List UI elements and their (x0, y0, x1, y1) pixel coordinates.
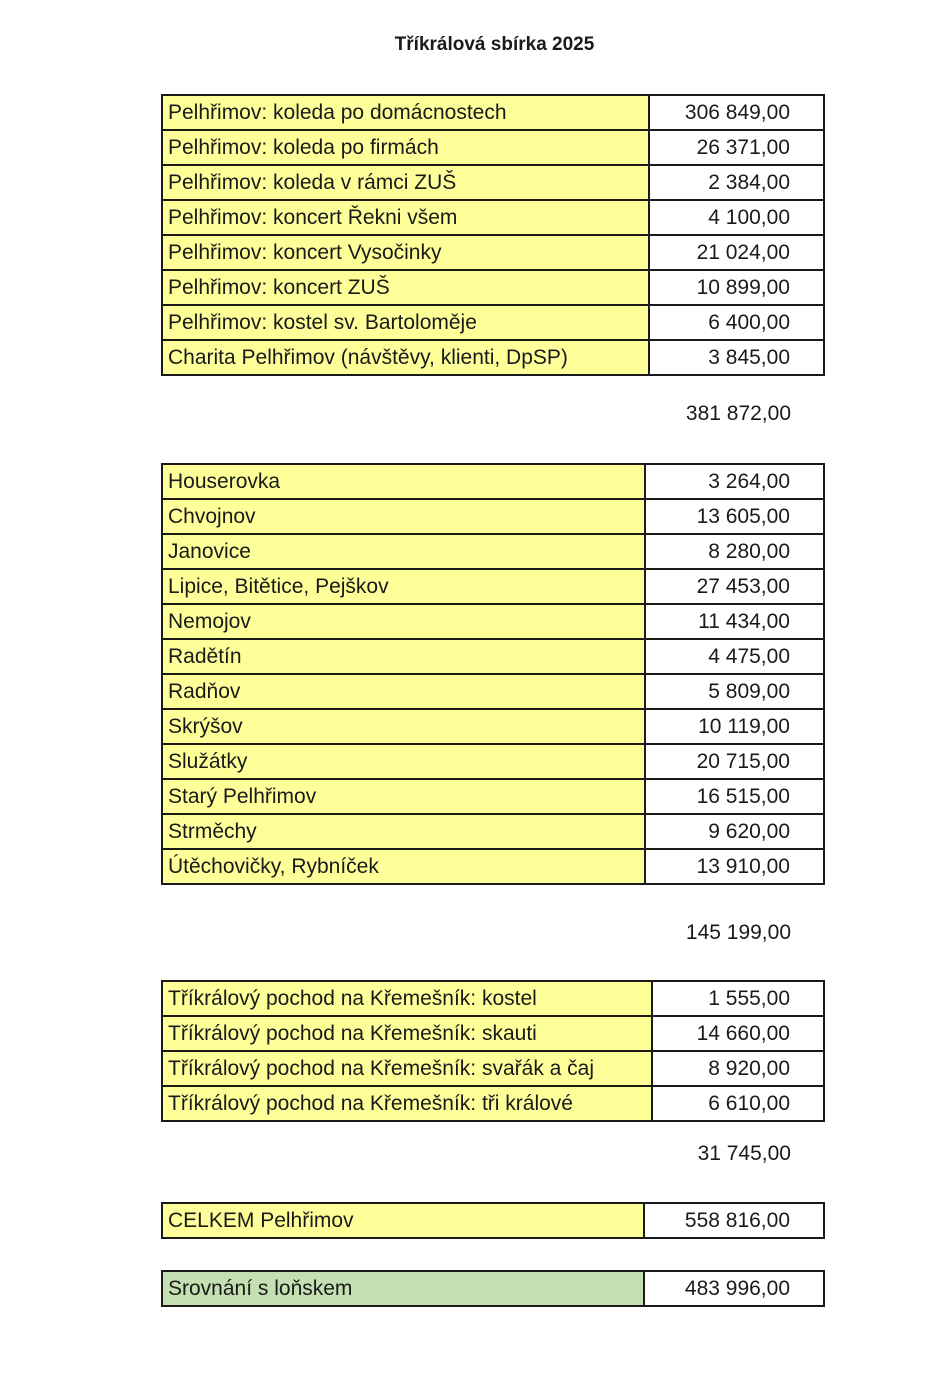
row-value: 21 024,00 (649, 235, 824, 270)
row-value: 4 475,00 (645, 639, 824, 674)
row-label: Nemojov (162, 604, 645, 639)
row-label: Lipice, Bitětice, Pejškov (162, 569, 645, 604)
table-row (162, 814, 824, 849)
row-label: Starý Pelhřimov (162, 779, 645, 814)
row-value: 13 605,00 (645, 499, 824, 534)
row-value: 4 100,00 (649, 200, 824, 235)
row-label: Pelhřimov: kostel sv. Bartoloměje (162, 305, 649, 340)
row-value: 2 384,00 (649, 165, 824, 200)
row-label: Radňov (162, 674, 645, 709)
row-label: Pelhřimov: koncert Vysočinky (162, 235, 649, 270)
row-label: Pelhřimov: koncert ZUŠ (162, 270, 649, 305)
table-row (162, 569, 824, 604)
row-value: 13 910,00 (645, 849, 824, 884)
row-label: Pelhřimov: koleda po firmách (162, 130, 649, 165)
section-subtotal: 381 872,00 (685, 402, 791, 425)
row-value: 16 515,00 (645, 779, 824, 814)
row-value: 10 899,00 (649, 270, 824, 305)
table-row (162, 95, 824, 130)
section-table-kremesnik (161, 980, 825, 1122)
row-label: Služátky (162, 744, 645, 779)
row-label: Chvojnov (162, 499, 645, 534)
table-row (162, 709, 824, 744)
row-value: 27 453,00 (645, 569, 824, 604)
total-value: 558 816,00 (644, 1203, 824, 1238)
table-row (162, 130, 824, 165)
row-value: 5 809,00 (645, 674, 824, 709)
row-value: 8 280,00 (645, 534, 824, 569)
table-row (162, 270, 824, 305)
row-value: 8 920,00 (652, 1051, 824, 1086)
table-row (162, 305, 824, 340)
row-value: 26 371,00 (649, 130, 824, 165)
section-subtotal: 145 199,00 (685, 921, 791, 944)
table-row (162, 779, 824, 814)
row-label: Charita Pelhřimov (návštěvy, klienti, DpSP) (162, 340, 649, 375)
table-row (162, 1086, 824, 1121)
row-label: Tříkrálový pochod na Křemešník: tři králové (162, 1086, 652, 1121)
row-label: Tříkrálový pochod na Křemešník: skauti (162, 1016, 652, 1051)
section-table-villages (161, 463, 825, 885)
row-label: Strměchy (162, 814, 645, 849)
row-value: 11 434,00 (645, 604, 824, 639)
comparison-table (161, 1270, 825, 1307)
total-table (161, 1202, 825, 1239)
table-row (162, 674, 824, 709)
comparison-label: Srovnání s loňskem (162, 1271, 644, 1306)
row-label: Pelhřimov: koncert Řekni všem (162, 200, 649, 235)
table-row (162, 200, 824, 235)
section-table-pelhrimov (161, 94, 825, 376)
row-label: Tříkrálový pochod na Křemešník: svařák a čaj (162, 1051, 652, 1086)
page-title: Tříkrálová sbírka 2025 (394, 34, 595, 55)
row-value: 3 264,00 (645, 464, 824, 499)
row-value: 6 610,00 (652, 1086, 824, 1121)
table-row (162, 235, 824, 270)
row-value: 20 715,00 (645, 744, 824, 779)
row-label: Houserovka (162, 464, 645, 499)
table-row (162, 981, 824, 1016)
row-label: Radětín (162, 639, 645, 674)
row-value: 6 400,00 (649, 305, 824, 340)
comparison-value: 483 996,00 (644, 1271, 824, 1306)
table-row (162, 639, 824, 674)
row-label: Tříkrálový pochod na Křemešník: kostel (162, 981, 652, 1016)
comparison-row (162, 1271, 824, 1306)
total-row (162, 1203, 824, 1238)
table-row (162, 604, 824, 639)
table-row (162, 165, 824, 200)
row-value: 14 660,00 (652, 1016, 824, 1051)
row-label: Janovice (162, 534, 645, 569)
row-label: Skrýšov (162, 709, 645, 744)
row-value: 9 620,00 (645, 814, 824, 849)
row-value: 3 845,00 (649, 340, 824, 375)
row-label: Útěchovičky, Rybníček (162, 849, 645, 884)
table-row (162, 464, 824, 499)
row-value: 306 849,00 (649, 95, 824, 130)
row-label: Pelhřimov: koleda po domácnostech (162, 95, 649, 130)
table-row (162, 340, 824, 375)
table-row (162, 849, 824, 884)
row-value: 1 555,00 (652, 981, 824, 1016)
row-label: Pelhřimov: koleda v rámci ZUŠ (162, 165, 649, 200)
table-row (162, 1016, 824, 1051)
section-subtotal: 31 745,00 (697, 1142, 791, 1165)
row-value: 10 119,00 (645, 709, 824, 744)
table-row (162, 534, 824, 569)
total-label: CELKEM Pelhřimov (162, 1203, 644, 1238)
table-row (162, 499, 824, 534)
table-row (162, 1051, 824, 1086)
table-row (162, 744, 824, 779)
